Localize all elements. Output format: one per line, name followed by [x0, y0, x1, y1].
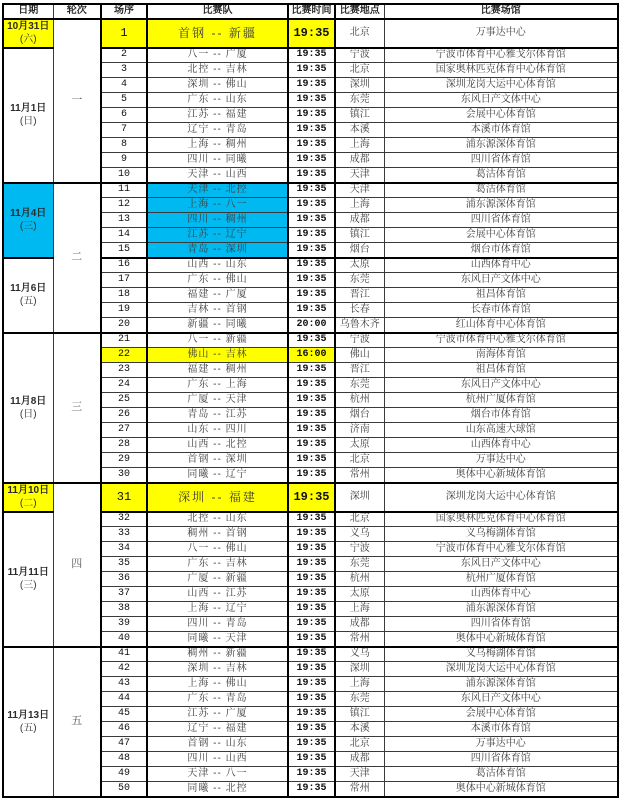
- teams-cell: 深圳 -- 吉林: [147, 662, 288, 677]
- date-label: 11月10日: [7, 485, 50, 496]
- time-cell: 19:35: [288, 123, 335, 138]
- date-label: 11月13日: [7, 709, 50, 721]
- city-cell: 东莞: [335, 93, 384, 108]
- match-no-cell: 23: [101, 363, 147, 378]
- city-cell: 镇江: [335, 108, 384, 123]
- weekday-label: (五): [19, 296, 37, 307]
- col-header-date: 日期: [3, 4, 53, 19]
- teams-cell: 上海 -- 八一: [147, 198, 288, 213]
- venue-cell: 东风日产文体中心: [384, 557, 618, 572]
- schedule-table: [2, 3, 619, 798]
- col-header-match-no: 场序: [101, 4, 147, 19]
- match-no-cell: 31: [101, 483, 147, 512]
- time-cell: 19:35: [288, 168, 335, 183]
- city-cell: 天津: [335, 168, 384, 183]
- venue-cell: 万事达中心: [384, 737, 618, 752]
- time-cell: 19:35: [288, 453, 335, 468]
- match-no-cell: 4: [101, 78, 147, 93]
- time-cell: 19:35: [288, 93, 335, 108]
- match-no-cell: 1: [101, 19, 147, 48]
- match-no-cell: 7: [101, 123, 147, 138]
- teams-cell: 北控 -- 山东: [147, 512, 288, 527]
- teams-cell: 辽宁 -- 青岛: [147, 123, 288, 138]
- teams-cell: 首钢 -- 新疆: [147, 19, 288, 48]
- venue-cell: 祖昌体育馆: [384, 363, 618, 378]
- match-row: [3, 183, 618, 198]
- time-cell: 19:35: [288, 423, 335, 438]
- city-cell: 济南: [335, 423, 384, 438]
- teams-cell: 上海 -- 稠州: [147, 138, 288, 153]
- match-no-cell: 21: [101, 333, 147, 348]
- match-row: [3, 19, 618, 48]
- match-no-cell: 35: [101, 557, 147, 572]
- match-no-cell: 39: [101, 617, 147, 632]
- teams-cell: 山西 -- 山东: [147, 258, 288, 273]
- teams-cell: 同曦 -- 天津: [147, 632, 288, 647]
- time-cell: 19:35: [288, 468, 335, 483]
- round-cell: 五: [53, 647, 101, 797]
- teams-cell: 福建 -- 广厦: [147, 288, 288, 303]
- city-cell: 上海: [335, 138, 384, 153]
- venue-cell: 烟台市体育馆: [384, 243, 618, 258]
- time-cell: 19:35: [288, 48, 335, 63]
- match-no-cell: 29: [101, 453, 147, 468]
- city-cell: 太原: [335, 587, 384, 602]
- table-header: [3, 4, 618, 19]
- time-cell: 19:35: [288, 378, 335, 393]
- venue-cell: 万事达中心: [384, 453, 618, 468]
- match-no-cell: 18: [101, 288, 147, 303]
- time-cell: 19:35: [288, 587, 335, 602]
- city-cell: 成都: [335, 153, 384, 168]
- time-cell: 19:35: [288, 243, 335, 258]
- date-cell: [3, 48, 53, 183]
- time-cell: 19:35: [288, 183, 335, 198]
- teams-cell: 广东 -- 山东: [147, 93, 288, 108]
- city-cell: 镇江: [335, 707, 384, 722]
- venue-cell: 杭州广厦体育馆: [384, 572, 618, 587]
- city-cell: 东莞: [335, 378, 384, 393]
- venue-cell: 会展中心体育馆: [384, 707, 618, 722]
- col-header-venue: 比赛场馆: [384, 4, 618, 19]
- venue-cell: 烟台市体育馆: [384, 408, 618, 423]
- venue-cell: 山西体育中心: [384, 587, 618, 602]
- time-cell: 20:00: [288, 318, 335, 333]
- header-row: [3, 4, 618, 19]
- city-cell: 宁波: [335, 542, 384, 557]
- city-cell: 上海: [335, 677, 384, 692]
- teams-cell: 辽宁 -- 福建: [147, 722, 288, 737]
- time-cell: 19:35: [288, 677, 335, 692]
- teams-cell: 首钢 -- 深圳: [147, 453, 288, 468]
- match-no-cell: 30: [101, 468, 147, 483]
- city-cell: 本溪: [335, 722, 384, 737]
- weekday-label: (二): [19, 498, 37, 509]
- time-cell: 19:35: [288, 752, 335, 767]
- time-cell: 19:35: [288, 198, 335, 213]
- teams-cell: 同曦 -- 北控: [147, 782, 288, 797]
- city-cell: 晋江: [335, 288, 384, 303]
- match-row: [3, 333, 618, 348]
- city-cell: 深圳: [335, 483, 384, 512]
- teams-cell: 四川 -- 同曦: [147, 153, 288, 168]
- match-no-cell: 13: [101, 213, 147, 228]
- city-cell: 北京: [335, 19, 384, 48]
- time-cell: 19:35: [288, 303, 335, 318]
- time-cell: 19:35: [288, 213, 335, 228]
- city-cell: 常州: [335, 632, 384, 647]
- teams-cell: 佛山 -- 吉林: [147, 348, 288, 363]
- venue-cell: 长春市体育馆: [384, 303, 618, 318]
- venue-cell: 宁波市体育中心雅戈尔体育馆: [384, 333, 618, 348]
- match-no-cell: 14: [101, 228, 147, 243]
- time-cell: 19:35: [288, 363, 335, 378]
- teams-cell: 广厦 -- 新疆: [147, 572, 288, 587]
- match-no-cell: 20: [101, 318, 147, 333]
- time-cell: 19:35: [288, 108, 335, 123]
- city-cell: 天津: [335, 767, 384, 782]
- venue-cell: 东风日产文体中心: [384, 692, 618, 707]
- match-no-cell: 19: [101, 303, 147, 318]
- time-cell: 19:35: [288, 692, 335, 707]
- match-no-cell: 32: [101, 512, 147, 527]
- venue-cell: 东风日产文体中心: [384, 378, 618, 393]
- round-cell: 三: [53, 333, 101, 483]
- venue-cell: 东风日产文体中心: [384, 93, 618, 108]
- teams-cell: 新疆 -- 同曦: [147, 318, 288, 333]
- match-no-cell: 34: [101, 542, 147, 557]
- match-no-cell: 44: [101, 692, 147, 707]
- city-cell: 乌鲁木齐: [335, 318, 384, 333]
- teams-cell: 广东 -- 吉林: [147, 557, 288, 572]
- venue-cell: 葛沽体育馆: [384, 767, 618, 782]
- time-cell: 19:35: [288, 408, 335, 423]
- teams-cell: 广东 -- 青岛: [147, 692, 288, 707]
- teams-cell: 吉林 -- 首钢: [147, 303, 288, 318]
- weekday-label: (三): [19, 580, 37, 591]
- city-cell: 北京: [335, 63, 384, 78]
- match-no-cell: 16: [101, 258, 147, 273]
- time-cell: 19:35: [288, 258, 335, 273]
- venue-cell: 山西体育中心: [384, 438, 618, 453]
- venue-cell: 会展中心体育馆: [384, 108, 618, 123]
- date-label: 11月6日: [10, 283, 47, 294]
- date-label: 11月1日: [10, 103, 47, 114]
- city-cell: 北京: [335, 512, 384, 527]
- city-cell: 成都: [335, 213, 384, 228]
- col-header-round: 轮次: [53, 4, 101, 19]
- teams-cell: 同曦 -- 辽宁: [147, 468, 288, 483]
- city-cell: 北京: [335, 737, 384, 752]
- venue-cell: 四川省体育馆: [384, 153, 618, 168]
- teams-cell: 上海 -- 辽宁: [147, 602, 288, 617]
- match-no-cell: 36: [101, 572, 147, 587]
- weekday-label: (五): [19, 722, 37, 734]
- round-cell: 二: [53, 183, 101, 333]
- teams-cell: 江苏 -- 辽宁: [147, 228, 288, 243]
- weekday-label: (六): [19, 34, 37, 45]
- time-cell: 19:35: [288, 438, 335, 453]
- weekday-label: (三): [19, 221, 37, 232]
- time-cell: 19:35: [288, 228, 335, 243]
- city-cell: 深圳: [335, 662, 384, 677]
- time-cell: 19:35: [288, 557, 335, 572]
- time-cell: 19:35: [288, 572, 335, 587]
- time-cell: 19:35: [288, 153, 335, 168]
- match-no-cell: 12: [101, 198, 147, 213]
- time-cell: 19:35: [288, 63, 335, 78]
- match-no-cell: 43: [101, 677, 147, 692]
- time-cell: 19:35: [288, 483, 335, 512]
- city-cell: 佛山: [335, 348, 384, 363]
- city-cell: 镇江: [335, 228, 384, 243]
- venue-cell: 万事达中心: [384, 19, 618, 48]
- city-cell: 杭州: [335, 572, 384, 587]
- time-cell: 19:35: [288, 662, 335, 677]
- match-no-cell: 45: [101, 707, 147, 722]
- teams-cell: 广东 -- 佛山: [147, 273, 288, 288]
- date-label: 11月11日: [7, 567, 49, 578]
- teams-cell: 山东 -- 四川: [147, 423, 288, 438]
- venue-cell: 国家奥林匹克体育中心体育馆: [384, 63, 618, 78]
- teams-cell: 江苏 -- 福建: [147, 108, 288, 123]
- date-label: 11月4日: [10, 208, 47, 219]
- weekday-label: (日): [19, 408, 37, 420]
- venue-cell: 浦东源深体育馆: [384, 677, 618, 692]
- match-no-cell: 2: [101, 48, 147, 63]
- match-no-cell: 24: [101, 378, 147, 393]
- time-cell: 19:35: [288, 512, 335, 527]
- teams-cell: 广厦 -- 天津: [147, 393, 288, 408]
- city-cell: 常州: [335, 468, 384, 483]
- city-cell: 烟台: [335, 243, 384, 258]
- venue-cell: 红山体育中心体育馆: [384, 318, 618, 333]
- teams-cell: 山西 -- 江苏: [147, 587, 288, 602]
- match-no-cell: 49: [101, 767, 147, 782]
- teams-cell: 上海 -- 佛山: [147, 677, 288, 692]
- match-no-cell: 46: [101, 722, 147, 737]
- match-no-cell: 28: [101, 438, 147, 453]
- date-cell: [3, 258, 53, 333]
- venue-cell: 浦东源深体育馆: [384, 602, 618, 617]
- time-cell: 19:35: [288, 333, 335, 348]
- time-cell: 19:35: [288, 632, 335, 647]
- teams-cell: 四川 -- 山西: [147, 752, 288, 767]
- match-no-cell: 33: [101, 527, 147, 542]
- city-cell: 成都: [335, 617, 384, 632]
- venue-cell: 本溪市体育馆: [384, 123, 618, 138]
- venue-cell: 深圳龙岗大运中心体育馆: [384, 662, 618, 677]
- teams-cell: 八一 -- 广厦: [147, 48, 288, 63]
- teams-cell: 八一 -- 佛山: [147, 542, 288, 557]
- col-header-city: 比赛地点: [335, 4, 384, 19]
- city-cell: 长春: [335, 303, 384, 318]
- time-cell: 19:35: [288, 602, 335, 617]
- teams-cell: 稠州 -- 新疆: [147, 647, 288, 662]
- venue-cell: 深圳龙岗大运中心体育馆: [384, 78, 618, 93]
- venue-cell: 宁波市体育中心雅戈尔体育馆: [384, 48, 618, 63]
- venue-cell: 宁波市体育中心雅戈尔体育馆: [384, 542, 618, 557]
- match-no-cell: 27: [101, 423, 147, 438]
- teams-cell: 天津 -- 北控: [147, 183, 288, 198]
- city-cell: 成都: [335, 752, 384, 767]
- teams-cell: 深圳 -- 佛山: [147, 78, 288, 93]
- city-cell: 宁波: [335, 48, 384, 63]
- date-label: 10月31日: [7, 21, 50, 32]
- venue-cell: 会展中心体育馆: [384, 228, 618, 243]
- teams-cell: 山西 -- 北控: [147, 438, 288, 453]
- venue-cell: 葛沽体育馆: [384, 168, 618, 183]
- venue-cell: 四川省体育馆: [384, 617, 618, 632]
- city-cell: 晋江: [335, 363, 384, 378]
- city-cell: 东莞: [335, 557, 384, 572]
- date-cell: [3, 512, 53, 647]
- match-no-cell: 48: [101, 752, 147, 767]
- venue-cell: 奥体中心新城体育馆: [384, 468, 618, 483]
- teams-cell: 八一 -- 新疆: [147, 333, 288, 348]
- city-cell: 常州: [335, 782, 384, 797]
- match-no-cell: 37: [101, 587, 147, 602]
- time-cell: 19:35: [288, 19, 335, 48]
- city-cell: 太原: [335, 258, 384, 273]
- weekday-label: (日): [19, 116, 37, 127]
- teams-cell: 福建 -- 稠州: [147, 363, 288, 378]
- teams-cell: 北控 -- 吉林: [147, 63, 288, 78]
- venue-cell: 义乌梅湖体育馆: [384, 527, 618, 542]
- time-cell: 19:35: [288, 138, 335, 153]
- teams-cell: 青岛 -- 江苏: [147, 408, 288, 423]
- teams-cell: 江苏 -- 广厦: [147, 707, 288, 722]
- venue-cell: 四川省体育馆: [384, 752, 618, 767]
- venue-cell: 东风日产文体中心: [384, 273, 618, 288]
- venue-cell: 浦东源深体育馆: [384, 198, 618, 213]
- round-cell: 一: [53, 19, 101, 183]
- time-cell: 19:35: [288, 273, 335, 288]
- time-cell: 19:35: [288, 78, 335, 93]
- match-no-cell: 11: [101, 183, 147, 198]
- match-no-cell: 40: [101, 632, 147, 647]
- city-cell: 烟台: [335, 408, 384, 423]
- venue-cell: 杭州广厦体育馆: [384, 393, 618, 408]
- city-cell: 深圳: [335, 78, 384, 93]
- venue-cell: 山东高速大球馆: [384, 423, 618, 438]
- table-body: [3, 19, 618, 797]
- match-row: [3, 483, 618, 512]
- venue-cell: 国家奥林匹克体育中心体育馆: [384, 512, 618, 527]
- match-no-cell: 9: [101, 153, 147, 168]
- venue-cell: 南海体育馆: [384, 348, 618, 363]
- teams-cell: 稠州 -- 首钢: [147, 527, 288, 542]
- venue-cell: 四川省体育馆: [384, 213, 618, 228]
- teams-cell: 天津 -- 山西: [147, 168, 288, 183]
- city-cell: 东莞: [335, 692, 384, 707]
- time-cell: 19:35: [288, 707, 335, 722]
- venue-cell: 深圳龙岗大运中心体育馆: [384, 483, 618, 512]
- time-cell: 19:35: [288, 393, 335, 408]
- city-cell: 东莞: [335, 273, 384, 288]
- teams-cell: 首钢 -- 山东: [147, 737, 288, 752]
- date-cell: [3, 483, 53, 512]
- match-no-cell: 25: [101, 393, 147, 408]
- city-cell: 杭州: [335, 393, 384, 408]
- city-cell: 上海: [335, 198, 384, 213]
- time-cell: 19:35: [288, 647, 335, 662]
- time-cell: 19:35: [288, 737, 335, 752]
- match-no-cell: 26: [101, 408, 147, 423]
- match-no-cell: 41: [101, 647, 147, 662]
- venue-cell: 本溪市体育馆: [384, 722, 618, 737]
- match-no-cell: 6: [101, 108, 147, 123]
- time-cell: 19:35: [288, 527, 335, 542]
- date-label: 11月8日: [10, 395, 47, 407]
- match-no-cell: 8: [101, 138, 147, 153]
- city-cell: 天津: [335, 183, 384, 198]
- teams-cell: 深圳 -- 福建: [147, 483, 288, 512]
- date-cell: [3, 333, 53, 483]
- time-cell: 16:00: [288, 348, 335, 363]
- time-cell: 19:35: [288, 782, 335, 797]
- city-cell: 本溪: [335, 123, 384, 138]
- time-cell: 19:35: [288, 722, 335, 737]
- time-cell: 19:35: [288, 288, 335, 303]
- venue-cell: 葛沽体育馆: [384, 183, 618, 198]
- date-cell: [3, 647, 53, 797]
- match-no-cell: 42: [101, 662, 147, 677]
- teams-cell: 四川 -- 稠州: [147, 213, 288, 228]
- city-cell: 北京: [335, 453, 384, 468]
- city-cell: 宁波: [335, 333, 384, 348]
- match-no-cell: 10: [101, 168, 147, 183]
- city-cell: 太原: [335, 438, 384, 453]
- match-no-cell: 50: [101, 782, 147, 797]
- venue-cell: 奥体中心新城体育馆: [384, 632, 618, 647]
- city-cell: 上海: [335, 602, 384, 617]
- teams-cell: 天津 -- 八一: [147, 767, 288, 782]
- teams-cell: 青岛 -- 深圳: [147, 243, 288, 258]
- match-no-cell: 38: [101, 602, 147, 617]
- match-no-cell: 3: [101, 63, 147, 78]
- city-cell: 义乌: [335, 527, 384, 542]
- match-no-cell: 5: [101, 93, 147, 108]
- time-cell: 19:35: [288, 542, 335, 557]
- date-cell: [3, 19, 53, 48]
- col-header-teams: 比赛队: [147, 4, 288, 19]
- teams-cell: 四川 -- 青岛: [147, 617, 288, 632]
- round-cell: 四: [53, 483, 101, 647]
- venue-cell: 浦东源深体育馆: [384, 138, 618, 153]
- match-row: [3, 647, 618, 662]
- venue-cell: 山西体育中心: [384, 258, 618, 273]
- teams-cell: 广东 -- 上海: [147, 378, 288, 393]
- venue-cell: 义乌梅湖体育馆: [384, 647, 618, 662]
- time-cell: 19:35: [288, 617, 335, 632]
- venue-cell: 奥体中心新城体育馆: [384, 782, 618, 797]
- match-no-cell: 47: [101, 737, 147, 752]
- date-cell: [3, 183, 53, 258]
- match-no-cell: 17: [101, 273, 147, 288]
- city-cell: 义乌: [335, 647, 384, 662]
- venue-cell: 祖昌体育馆: [384, 288, 618, 303]
- match-no-cell: 15: [101, 243, 147, 258]
- time-cell: 19:35: [288, 767, 335, 782]
- col-header-time: 比赛时间: [288, 4, 335, 19]
- match-no-cell: 22: [101, 348, 147, 363]
